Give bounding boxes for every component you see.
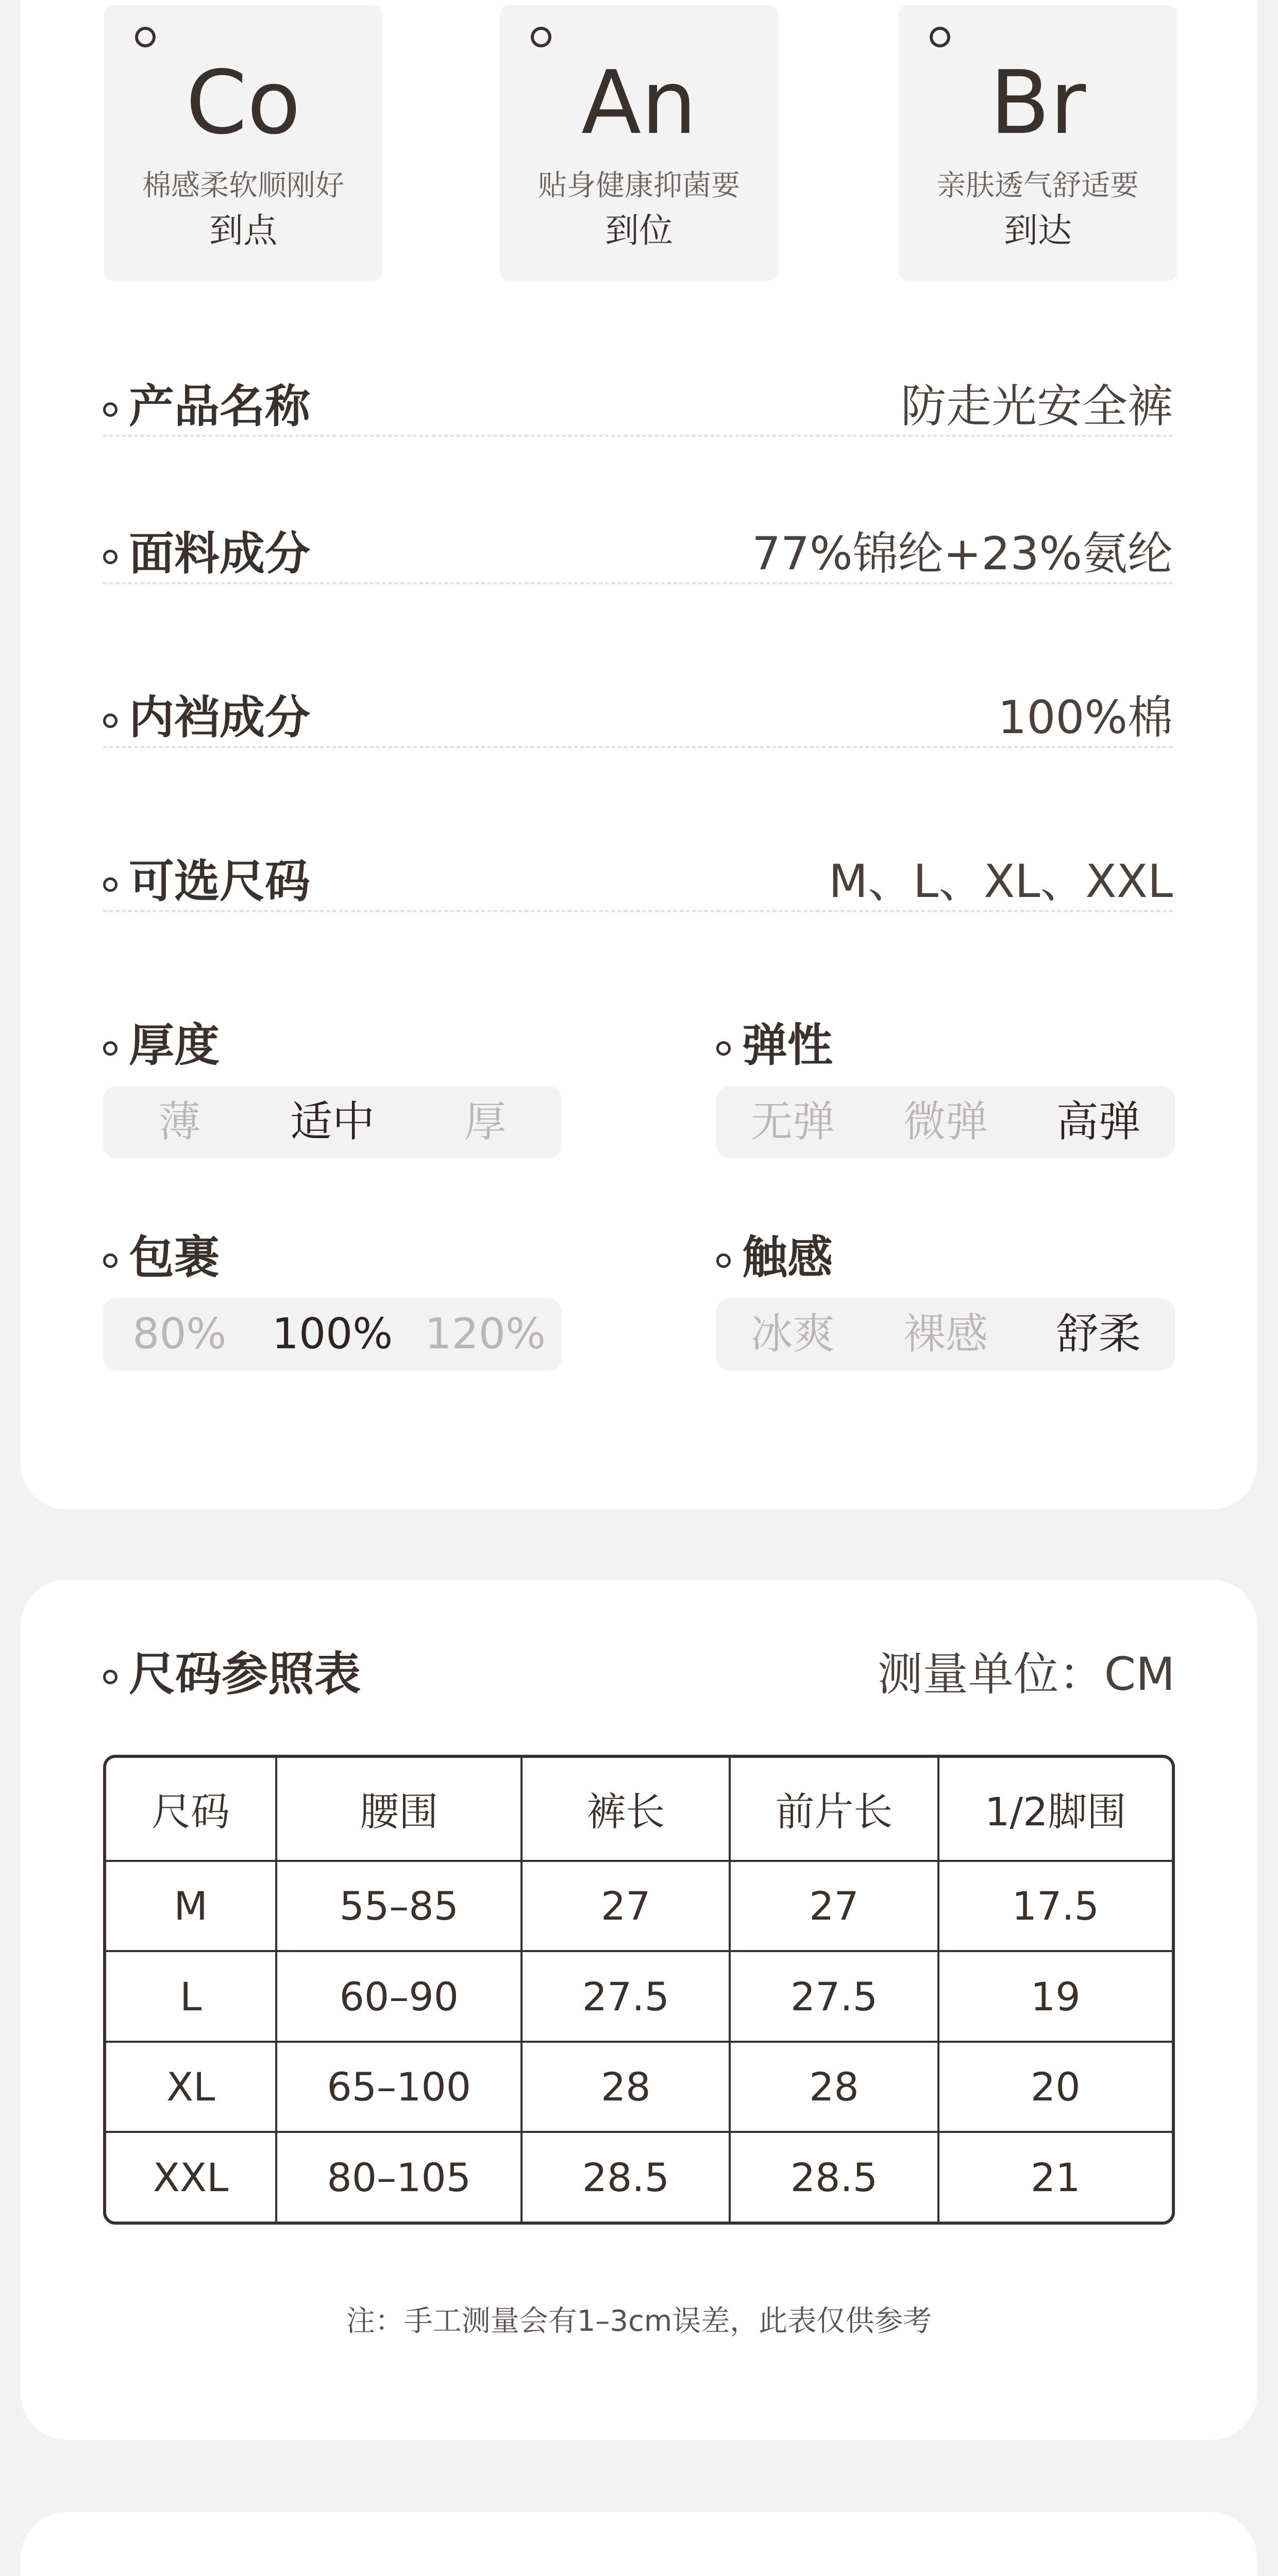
size-recommend-card [21, 2512, 1257, 2576]
table-cell: 20 [939, 2043, 1172, 2133]
table-header-cell: 尺码 [106, 1758, 277, 1862]
wrap-option-120: 120% [425, 1310, 546, 1359]
touch-option-soft: 舒柔 [1056, 1310, 1141, 1359]
element-subcaption: 到点 [209, 211, 277, 250]
spec-label: 产品名称 [129, 380, 311, 433]
wrap-scale [103, 1298, 562, 1370]
thickness-option-thin: 薄 [158, 1097, 201, 1146]
spec-value: 100%棉 [998, 691, 1173, 744]
table-header-cell: 腰围 [277, 1758, 523, 1862]
thickness-option-thick: 厚 [464, 1097, 507, 1146]
element-subcaption: 到达 [1004, 211, 1072, 250]
table-cell: 28 [731, 2043, 939, 2133]
table-cell: 55–85 [277, 1862, 523, 1953]
bullet-icon [716, 1041, 731, 1056]
bullet-icon [103, 714, 117, 728]
bullet-icon [103, 1041, 117, 1056]
table-cell: 27.5 [731, 1952, 939, 2043]
bullet-icon [103, 550, 117, 564]
element-caption: 棉感柔软顺刚好 [142, 169, 344, 202]
spec-value: 防走光安全裤 [900, 380, 1173, 433]
elasticity-option-slight: 微弹 [903, 1097, 988, 1146]
size-chart-header [103, 1643, 1175, 1705]
feature-label: 厚度 [129, 1019, 220, 1072]
element-caption: 贴身健康抑菌要 [538, 169, 740, 202]
touch-option-cool: 冰爽 [750, 1310, 835, 1359]
table-header-cell: 前片长 [731, 1758, 939, 1862]
table-cell: 80–105 [277, 2133, 523, 2222]
table-cell: 27 [731, 1862, 939, 1953]
feature-touch [716, 1229, 1175, 1394]
element-symbol: An [581, 52, 697, 154]
table-cell: 28.5 [523, 2133, 731, 2222]
spec-value: M、L、XL、XXL [829, 855, 1173, 908]
table-cell: 28.5 [731, 2133, 939, 2222]
element-tile-an [500, 5, 778, 281]
feature-label: 触感 [742, 1231, 833, 1284]
spec-value: 77%锦纶+23%氨纶 [752, 527, 1173, 580]
ring-icon [135, 27, 156, 47]
element-symbol: Co [186, 52, 301, 154]
feature-wrap [103, 1229, 562, 1394]
touch-option-bare: 裸感 [903, 1310, 988, 1359]
size-chart-table [103, 1755, 1175, 2225]
spec-row-fabric [103, 526, 1173, 584]
section-title: 尺码参照表 [129, 1647, 361, 1701]
table-header-row [106, 1758, 1172, 1862]
feature-label: 弹性 [742, 1019, 833, 1072]
table-header-cell: 裤长 [523, 1758, 731, 1862]
spec-row-product-name [103, 378, 1173, 437]
elasticity-option-none: 无弹 [750, 1097, 835, 1146]
table-cell: 19 [939, 1952, 1172, 2043]
size-chart-note: 注：手工测量会有1–3cm误差，此表仅供参考 [346, 2304, 932, 2338]
thickness-scale [103, 1086, 562, 1158]
ring-icon [930, 27, 950, 47]
table-cell: 27 [523, 1862, 731, 1953]
ring-icon [531, 27, 551, 47]
element-tile-br [899, 5, 1177, 281]
element-subcaption: 到位 [605, 211, 673, 250]
element-tile-co [104, 5, 382, 281]
feature-label: 包裹 [129, 1231, 220, 1284]
table-cell: 17.5 [939, 1862, 1172, 1953]
element-symbol: Br [989, 52, 1086, 154]
table-cell: XXL [106, 2133, 277, 2222]
wrap-option-100: 100% [272, 1310, 393, 1359]
spec-label: 面料成分 [129, 527, 311, 580]
table-row [106, 2133, 1172, 2222]
feature-thickness [103, 1017, 562, 1182]
table-header-cell: 1/2脚围 [939, 1758, 1172, 1862]
spec-row-sizes [103, 853, 1173, 912]
table-cell: 21 [1030, 2154, 1081, 2200]
table-row [106, 1862, 1172, 1953]
table-cell: 28 [523, 2043, 731, 2133]
elasticity-option-high: 高弹 [1056, 1097, 1141, 1146]
spec-label: 内裆成分 [129, 691, 311, 744]
bullet-icon [103, 1670, 117, 1684]
feature-elasticity [716, 1017, 1175, 1182]
spec-row-crotch [103, 689, 1173, 748]
measure-unit: 测量单位：CM [877, 1648, 1175, 1701]
element-caption: 亲肤透气舒适要 [937, 169, 1139, 202]
bullet-icon [103, 1253, 117, 1268]
thickness-option-medium: 适中 [290, 1097, 375, 1146]
bullet-icon [103, 877, 117, 892]
table-cell: 27.5 [523, 1952, 731, 2043]
elasticity-scale [716, 1086, 1175, 1158]
bullet-icon [716, 1253, 731, 1268]
touch-scale [716, 1298, 1175, 1370]
spec-label: 可选尺码 [129, 855, 311, 908]
table-cell: 60–90 [277, 1952, 523, 2043]
table-cell: L [106, 1952, 277, 2043]
table-cell: 65–100 [277, 2043, 523, 2133]
table-cell: M [106, 1862, 277, 1953]
table-cell: XL [106, 2043, 277, 2133]
table-row [106, 2043, 1172, 2133]
table-row [106, 1952, 1172, 2043]
bullet-icon [103, 402, 117, 417]
wrap-option-80: 80% [132, 1310, 227, 1359]
